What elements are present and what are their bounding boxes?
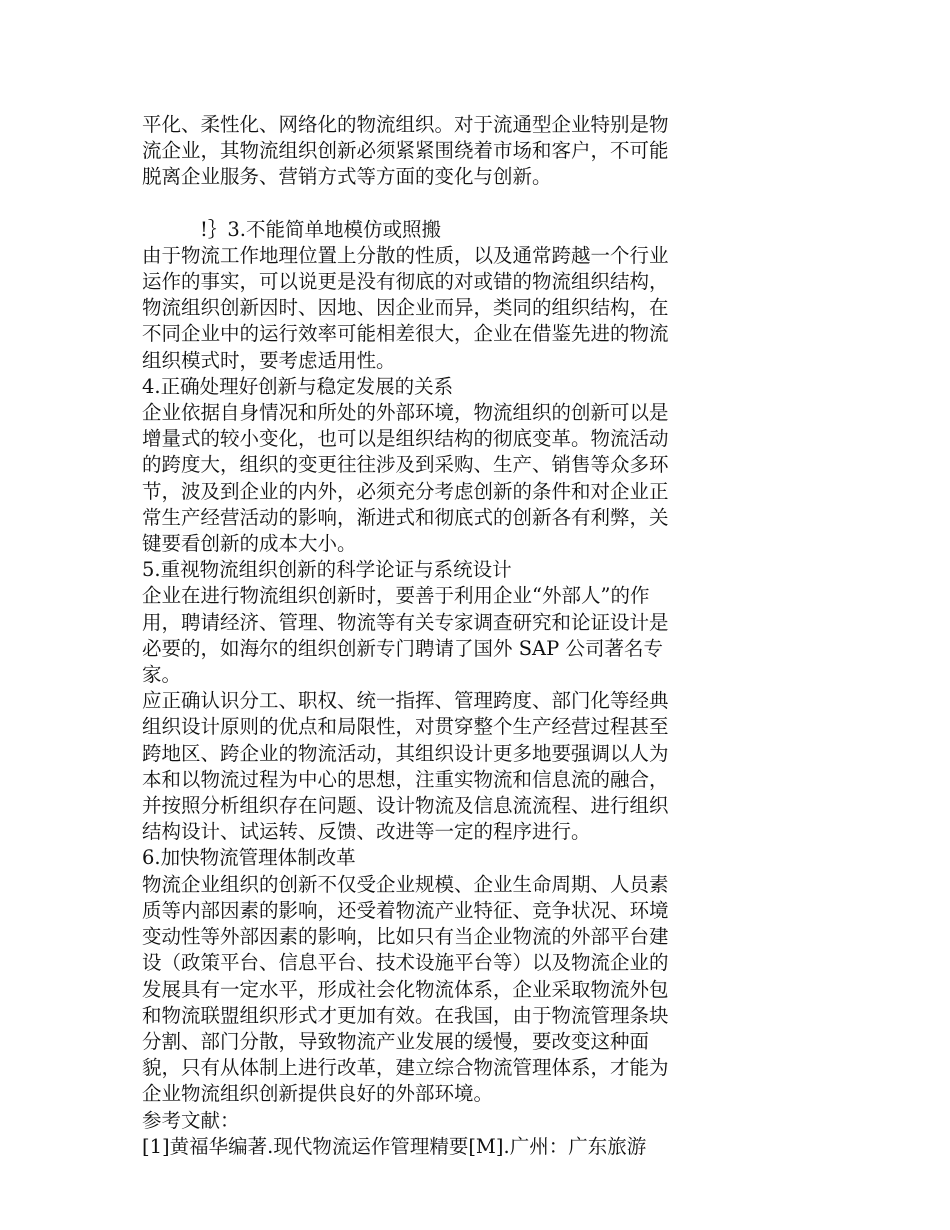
text-line: 用，聘请经济、管理、物流等有关专家调查研究和论证设计是 xyxy=(142,610,669,634)
reference-item-1: [1]黄福华编著.现代物流运作管理精要[M].广州：广东旅游 xyxy=(142,1134,647,1158)
text-line: 脱离企业服务、营销方式等方面的变化与创新。 xyxy=(142,165,552,189)
text-line: 和物流联盟组织形式才更加有效。在我国，由于物流管理条块 xyxy=(142,1003,669,1027)
text-line: 平化、柔性化、网络化的物流组织。对于流通型企业特别是物 xyxy=(142,113,669,136)
text-line: 增量式的较小变化，也可以是组织结构的彻底变革。物流活动 xyxy=(142,427,669,451)
text-line: 组织设计原则的优点和局限性，对贯穿整个生产经营过程甚至 xyxy=(142,715,669,739)
paragraph-section-4 xyxy=(142,400,742,557)
text-line: 常生产经营活动的影响，渐进式和彻底式的创新各有利弊，关 xyxy=(142,505,669,529)
section-heading-4: 4.正确处理好创新与稳定发展的关系 xyxy=(142,374,454,398)
text-line: 并按照分析组织存在问题、设计物流及信息流流程、进行组织 xyxy=(142,794,669,818)
text-line: 由于物流工作地理位置上分散的性质，以及通常跨越一个行业 xyxy=(142,243,669,267)
section-heading-3: !｝3.不能简单地模仿或照搬 xyxy=(200,217,441,241)
text-line: 节，波及到企业的内外，必须充分考虑创新的条件和对企业正 xyxy=(142,479,669,503)
text-line: 的跨度大，组织的变更往往涉及到采购、生产、销售等众多环 xyxy=(142,453,669,477)
text-line: 跨地区、跨企业的物流活动，其组织设计更多地要强调以人为 xyxy=(142,741,669,765)
text-line: 物流企业组织的创新不仅受企业规模、企业生命周期、人员素 xyxy=(142,872,669,896)
text-line: 物流组织创新因时、因地、因企业而异，类同的组织结构，在 xyxy=(142,296,669,320)
paragraph-section-5b xyxy=(142,688,742,845)
text-line: 分割、部门分散，导致物流产业发展的缓慢，要改变这种面 xyxy=(142,1029,650,1053)
text-line: 家。 xyxy=(142,663,182,687)
text-line: 变动性等外部因素的影响，比如只有当企业物流的外部平台建 xyxy=(142,925,669,949)
section-heading-5: 5.重视物流组织创新的科学论证与系统设计 xyxy=(142,558,512,582)
document-page xyxy=(142,112,742,1160)
paragraph-continued xyxy=(142,112,742,191)
references-label: 参考文献： xyxy=(142,1108,240,1132)
text-line: 结构设计、试运转、反馈、改进等一定的程序进行。 xyxy=(142,820,591,844)
text-line: 流企业，其物流组织创新必须紧紧围绕着市场和客户，不可能 xyxy=(142,139,669,163)
text-line: 企业物流组织创新提供良好的外部环境。 xyxy=(142,1082,494,1106)
text-line: 貌，只有从体制上进行改革，建立综合物流管理体系，才能为 xyxy=(142,1056,669,1080)
section-heading-6: 6.加快物流管理体制改革 xyxy=(142,846,356,870)
text-line: 不同企业中的运行效率可能相差很大，企业在借鉴先进的物流 xyxy=(142,322,669,346)
text-line: 企业在进行物流组织创新时，要善于利用企业“外部人”的作 xyxy=(142,584,650,608)
text-line: 发展具有一定水平，形成社会化物流体系，企业采取物流外包 xyxy=(142,977,669,1001)
paragraph-section-3 xyxy=(142,243,742,374)
text-line: 设（政策平台、信息平台、技术设施平台等）以及物流企业的 xyxy=(142,951,669,975)
paragraph-section-6 xyxy=(142,872,742,1108)
text-line: 键要看创新的成本大小。 xyxy=(142,532,357,556)
paragraph-section-5a xyxy=(142,583,742,688)
spacer xyxy=(142,191,742,217)
text-line: 质等内部因素的影响，还受着物流产业特征、竞争状况、环境 xyxy=(142,898,669,922)
text-line: 必要的，如海尔的组织创新专门聘请了国外 SAP 公司著名专 xyxy=(142,636,663,660)
text-line: 本和以物流过程为中心的思想，注重实物流和信息流的融合， xyxy=(142,767,669,791)
text-line: 组织模式时，要考虑适用性。 xyxy=(142,348,396,372)
text-line: 企业依据自身情况和所处的外部环境，物流组织的创新可以是 xyxy=(142,401,669,425)
text-line: 运作的事实，可以说更是没有彻底的对或错的物流组织结构， xyxy=(142,270,669,294)
text-line: 应正确认识分工、职权、统一指挥、管理跨度、部门化等经典 xyxy=(142,689,669,713)
